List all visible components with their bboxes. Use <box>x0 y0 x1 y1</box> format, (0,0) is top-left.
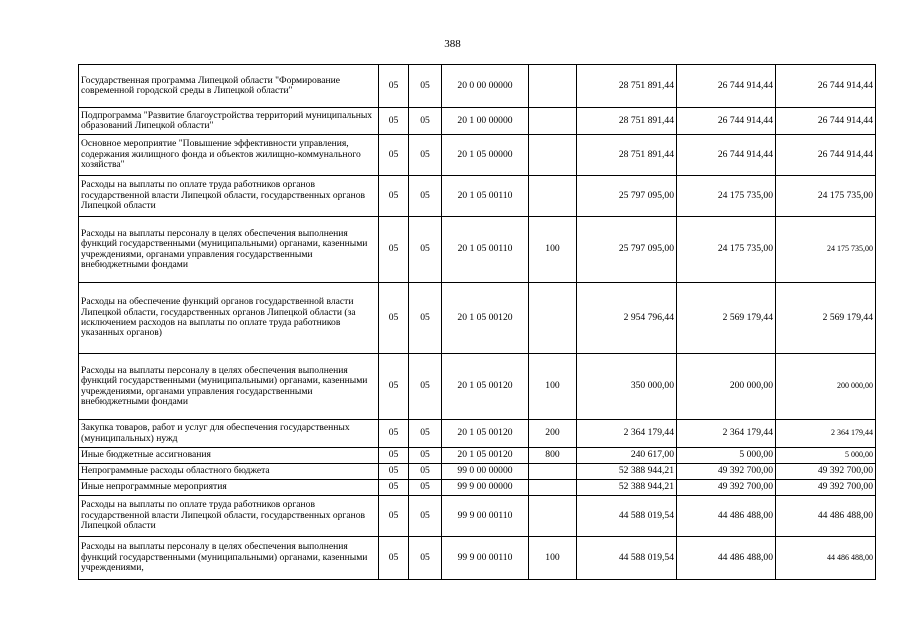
amount-year-2: 49 392 700,00 <box>677 480 776 496</box>
table-row <box>79 176 876 217</box>
amount-year-1: 44 588 019,54 <box>577 537 677 580</box>
expense-type-code: 800 <box>529 448 577 464</box>
expense-type-code <box>529 65 577 108</box>
expense-type-code: 100 <box>529 217 577 283</box>
amount-year-3: 26 744 914,44 <box>776 108 876 135</box>
row-name: Иные бюджетные ассигнования <box>79 448 379 464</box>
amount-year-3: 200 000,00 <box>776 354 876 420</box>
table-row <box>79 464 876 480</box>
section-code: 05 <box>379 217 409 283</box>
target-article-code: 20 1 05 00000 <box>442 135 529 176</box>
table-row <box>79 480 876 496</box>
subsection-code: 05 <box>409 464 442 480</box>
row-name: Закупка товаров, работ и услуг для обеспечения государственных (муниципальных) нужд <box>79 420 379 448</box>
subsection-code: 05 <box>409 176 442 217</box>
target-article-code: 99 0 00 00000 <box>442 464 529 480</box>
subsection-code: 05 <box>409 537 442 580</box>
amount-year-3: 2 569 179,44 <box>776 283 876 354</box>
amount-year-2: 26 744 914,44 <box>677 108 776 135</box>
amount-year-2: 2 569 179,44 <box>677 283 776 354</box>
expense-type-code <box>529 480 577 496</box>
amount-year-3: 26 744 914,44 <box>776 135 876 176</box>
amount-year-1: 52 388 944,21 <box>577 480 677 496</box>
row-name: Иные непрограммные мероприятия <box>79 480 379 496</box>
row-name: Государственная программа Липецкой области "Формирование современной городской среды в Липецкой области" <box>79 65 379 108</box>
amount-year-3: 49 392 700,00 <box>776 464 876 480</box>
table-row <box>79 217 876 283</box>
amount-year-2: 26 744 914,44 <box>677 135 776 176</box>
target-article-code: 99 9 00 00000 <box>442 480 529 496</box>
expense-type-code <box>529 283 577 354</box>
row-name: Расходы на обеспечение функций органов государственной власти Липецкой области, государственных органов Липецкой области (за исключением расходов на выплаты по оплате труда работников указанных органов) <box>79 283 379 354</box>
expense-type-code <box>529 135 577 176</box>
amount-year-1: 44 588 019,54 <box>577 496 677 537</box>
expense-type-code <box>529 464 577 480</box>
amount-year-3: 49 392 700,00 <box>776 480 876 496</box>
target-article-code: 20 1 05 00120 <box>442 354 529 420</box>
target-article-code: 20 1 05 00120 <box>442 283 529 354</box>
amount-year-1: 350 000,00 <box>577 354 677 420</box>
amount-year-2: 2 364 179,44 <box>677 420 776 448</box>
amount-year-3: 5 000,00 <box>776 448 876 464</box>
table-row <box>79 537 876 580</box>
table-row <box>79 65 876 108</box>
target-article-code: 20 1 05 00120 <box>442 420 529 448</box>
section-code: 05 <box>379 354 409 420</box>
row-name: Расходы на выплаты персоналу в целях обеспечения выполнения функций государственными (муниципальными) органами, казенными учреждениями, органами управления государственными внебюджетными фондами <box>79 217 379 283</box>
amount-year-1: 52 388 944,21 <box>577 464 677 480</box>
subsection-code: 05 <box>409 354 442 420</box>
amount-year-2: 5 000,00 <box>677 448 776 464</box>
table-row <box>79 448 876 464</box>
row-name: Расходы на выплаты персоналу в целях обеспечения выполнения функций государственными (муниципальными) органами, казенными учреждениями, органами управления государственными внебюджетными фондами <box>79 354 379 420</box>
amount-year-2: 200 000,00 <box>677 354 776 420</box>
expense-type-code: 200 <box>529 420 577 448</box>
page-number: 388 <box>444 38 461 50</box>
subsection-code: 05 <box>409 420 442 448</box>
section-code: 05 <box>379 537 409 580</box>
expense-type-code: 100 <box>529 354 577 420</box>
target-article-code: 99 9 00 00110 <box>442 537 529 580</box>
section-code: 05 <box>379 448 409 464</box>
amount-year-3: 26 744 914,44 <box>776 65 876 108</box>
amount-year-2: 24 175 735,00 <box>677 176 776 217</box>
section-code: 05 <box>379 65 409 108</box>
amount-year-2: 49 392 700,00 <box>677 464 776 480</box>
amount-year-2: 44 486 488,00 <box>677 537 776 580</box>
subsection-code: 05 <box>409 480 442 496</box>
row-name: Расходы на выплаты по оплате труда работников органов государственной власти Липецкой области, государственных органов Липецкой области <box>79 176 379 217</box>
expense-type-code <box>529 108 577 135</box>
row-name: Подпрограмма "Развитие благоустройства территорий муниципальных образований Липецкой области" <box>79 108 379 135</box>
amount-year-1: 2 954 796,44 <box>577 283 677 354</box>
subsection-code: 05 <box>409 217 442 283</box>
amount-year-2: 24 175 735,00 <box>677 217 776 283</box>
section-code: 05 <box>379 108 409 135</box>
amount-year-1: 28 751 891,44 <box>577 135 677 176</box>
amount-year-3: 24 175 735,00 <box>776 176 876 217</box>
target-article-code: 20 1 05 00110 <box>442 176 529 217</box>
target-article-code: 20 1 00 00000 <box>442 108 529 135</box>
amount-year-1: 28 751 891,44 <box>577 108 677 135</box>
amount-year-1: 240 617,00 <box>577 448 677 464</box>
subsection-code: 05 <box>409 283 442 354</box>
amount-year-1: 28 751 891,44 <box>577 65 677 108</box>
table-row <box>79 135 876 176</box>
amount-year-1: 25 797 095,00 <box>577 217 677 283</box>
target-article-code: 20 1 05 00120 <box>442 448 529 464</box>
budget-table <box>78 64 876 580</box>
section-code: 05 <box>379 420 409 448</box>
amount-year-3: 44 486 488,00 <box>776 537 876 580</box>
row-name: Расходы на выплаты персоналу в целях обеспечения выполнения функций государственными (муниципальными) органами, казенными учреждениями, <box>79 537 379 580</box>
expense-type-code <box>529 176 577 217</box>
target-article-code: 20 1 05 00110 <box>442 217 529 283</box>
section-code: 05 <box>379 496 409 537</box>
table-row <box>79 283 876 354</box>
target-article-code: 20 0 00 00000 <box>442 65 529 108</box>
amount-year-3: 24 175 735,00 <box>776 217 876 283</box>
subsection-code: 05 <box>409 65 442 108</box>
amount-year-3: 44 486 488,00 <box>776 496 876 537</box>
subsection-code: 05 <box>409 108 442 135</box>
section-code: 05 <box>379 480 409 496</box>
table-row <box>79 420 876 448</box>
section-code: 05 <box>379 464 409 480</box>
section-code: 05 <box>379 283 409 354</box>
row-name: Расходы на выплаты по оплате труда работников органов государственной власти Липецкой области, государственных органов Липецкой области <box>79 496 379 537</box>
section-code: 05 <box>379 135 409 176</box>
table-row <box>79 496 876 537</box>
target-article-code: 99 9 00 00110 <box>442 496 529 537</box>
amount-year-3: 2 364 179,44 <box>776 420 876 448</box>
row-name: Основное мероприятие "Повышение эффективности управления, содержания жилищного фонда и объектов жилищно-коммунального хозяйства" <box>79 135 379 176</box>
subsection-code: 05 <box>409 496 442 537</box>
amount-year-2: 26 744 914,44 <box>677 65 776 108</box>
row-name: Непрограммные расходы областного бюджета <box>79 464 379 480</box>
amount-year-2: 44 486 488,00 <box>677 496 776 537</box>
expense-type-code: 100 <box>529 537 577 580</box>
amount-year-1: 2 364 179,44 <box>577 420 677 448</box>
subsection-code: 05 <box>409 448 442 464</box>
section-code: 05 <box>379 176 409 217</box>
table-row <box>79 108 876 135</box>
expense-type-code <box>529 496 577 537</box>
amount-year-1: 25 797 095,00 <box>577 176 677 217</box>
subsection-code: 05 <box>409 135 442 176</box>
table-row <box>79 354 876 420</box>
